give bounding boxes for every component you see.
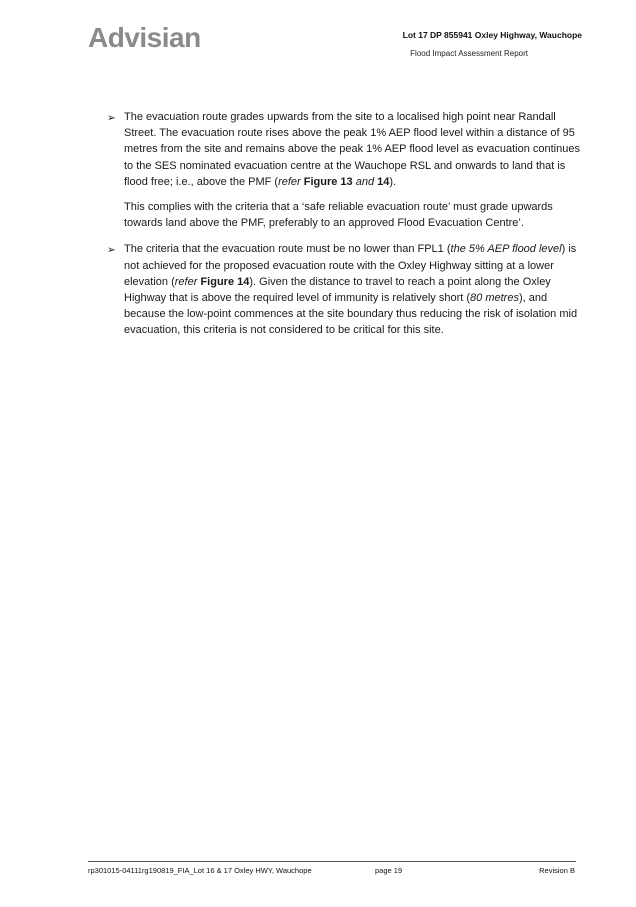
text-run: ).: [389, 175, 397, 188]
advisian-logo: Advisian: [88, 22, 201, 53]
text-run: ). Given the distance to travel to reach a point along the Oxley Highway that is above the required level of immunity is relatively short (: [124, 275, 551, 305]
footer-revision: Revision B: [539, 866, 575, 875]
footer-page-number: page 19: [375, 866, 403, 875]
arrow-bullet-icon: ➢: [107, 244, 116, 257]
bullet-item: [107, 109, 582, 231]
bullet-item: [107, 241, 582, 338]
text-run: ), and because the low-point commences at the site boundary thus reducing the risk of isolation mid evacuation, this criteria is not considered to be critical for this site.: [124, 292, 578, 337]
text-run: refer: [278, 175, 304, 188]
text-run: the 5% AEP flood level: [450, 243, 562, 256]
text-run: 80 metres: [470, 292, 519, 305]
text-run: and: [355, 175, 375, 188]
footer-document-reference: rp301015-04111rg190819_FIA_Lot 16 & 17 Oxley HWY, Wauchope: [88, 866, 312, 875]
bullet-paragraph: [124, 241, 582, 338]
footer-divider: [88, 861, 576, 862]
text-run: refer: [174, 275, 201, 288]
header-title: Lot 17 DP 855941 Oxley Highway, Wauchope: [402, 30, 582, 40]
bullet-paragraph: [124, 109, 582, 190]
figure-reference: Figure 13: [303, 175, 353, 188]
bullet-paragraph: [124, 199, 582, 231]
text-run: The criteria that the evacuation route must be no lower than FPL1 (: [124, 243, 451, 256]
arrow-bullet-icon: ➢: [107, 112, 116, 124]
text-run: The evacuation route grades upwards from the site to a localised high point near Randall Street. The evacuation route rises above the peak 1% AEP flood level within a distance of 95 metres from the site and remains above the peak 1% AEP flood level as evacuation continues to the SES nominated evacuation centre at the Wauchope RSL and onwards to land that is flood free; i.e., above the PMF (: [124, 111, 580, 188]
header-subtitle: Flood Impact Assessment Report: [410, 49, 528, 58]
figure-reference: 14: [377, 175, 390, 188]
text-run: ) is not achieved for the proposed evacuation route with the Oxley Highway sitting at a lower elevation (: [124, 243, 577, 288]
text-run: This complies with the criteria that a ‘safe reliable evacuation route’ must grade upwards towards land above the PMF, preferably to an approved Flood Evacuation Centre’.: [124, 201, 553, 230]
body-content: [107, 109, 582, 339]
figure-reference: Figure 14: [200, 275, 250, 288]
